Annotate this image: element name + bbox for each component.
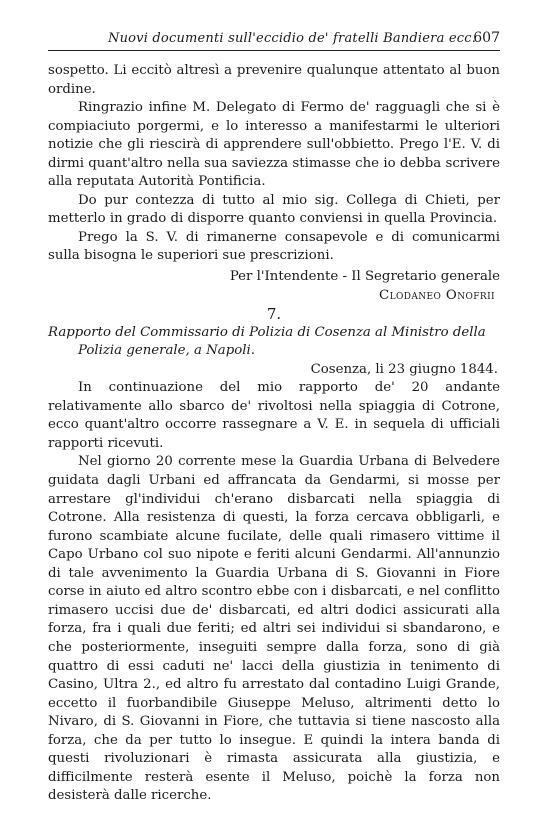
paragraph-prego: Prego la S. V. di rimanerne consapevole e di comunicarmi sulla bisogna le superiori sue prescrizioni.: [48, 229, 500, 264]
page-number: 607: [473, 30, 500, 46]
document-title-continued: Polizia generale, a Napoli.: [78, 343, 255, 359]
running-title: Nuovi documenti sull'eccidio de' fratelli Bandiera ecc.: [108, 31, 477, 46]
paragraph-continuazione: In continuazione del mio rapporto de' 20 andante relativamente allo sbarco de' rivoltosi nella spiaggia di Cotrone, ecco quant'altro occorre rassegnare a V. E. in sequela di ufficiali rapporti ricevuti.: [48, 380, 500, 451]
paragraph-nel-giorno: Nel giorno 20 corrente mese la Guardia Urbana di Belvedere guidata dagli Urbani ed affrancata da Gendarmi, si mosse per arrestare gl'individui ch'erano disbarcati nella spiaggia di Cotrone. Alla resistenza di questi, la forza cercava obbligarli, e furono scambiate alcune fucilate, delle quali rimasero vittime il Capo Urbano col suo nipote e feriti alcuni Gendarmi. All'annunzio di tale avvenimento la Guardia Urbana di S. Giovanni in Fiore corse in aiuto ed altro scontro ebbe con i disbarcati, e nel conflitto rimasero uccisi due de' disbarcati, ed altri dodici assicurati alla forza, fra i quali due feriti; ed altri sei individui si sbandarono, e che posteriormente, inseguiti sempre dalla forza, sono di già quattro di essi caduti ne' lacci della giustizia in tenimento di Casino, Ultra 2., ed altro fu arrestato dal contadino Luigi Grande, eccetto il fuorbandibile Giuseppe Meluso, altrimenti detto lo Nivaro, di S. Giovanni in Fiore, che tuttavia si tiene nascosto alla forza, che da per tutto lo insegue. E quindi la intera banda di questi rivoluzionari è rimasta assicurata alla giustizia, e difficilmente resterà esente il Meluso, poichè la forza non desisterà dalle ricerche.: [48, 454, 500, 804]
paragraph-ringrazio: Ringrazio infine M. Delegato di Fermo de' ragguagli che si è compiaciuto porgermi, e lo interesso a manifestarmi le ulteriori notizie che gli riescirà di apprendere sull'obbietto. Prego l'E. V. di dirmi quant'altro nella sua saviezza stimasse che io debba scrivere alla reputata Autorità Pontificia.: [48, 100, 500, 190]
document-title: Rapporto del Commissario di Polizia di Cosenza al Ministro della: [48, 324, 486, 340]
paragraph-continuation: sospetto. Li eccitò altresì a prevenire qualunque attentato al buon ordine.: [48, 63, 500, 97]
body-text: [48, 62, 500, 806]
document-number: 7.: [266, 305, 282, 324]
document-date: Cosenza, li 23 giugno 1844.: [310, 361, 498, 377]
signoff-title: Per l'Intendente - Il Segretario generale: [229, 269, 500, 285]
signoff-name: Clodaneo Onofrii: [379, 287, 495, 303]
page-header: [48, 28, 500, 51]
paragraph-contezza: Do pur contezza di tutto al mio sig. Collega di Chieti, per metterlo in grado di disporre quanto conviensi in quella Provincia.: [48, 192, 500, 227]
